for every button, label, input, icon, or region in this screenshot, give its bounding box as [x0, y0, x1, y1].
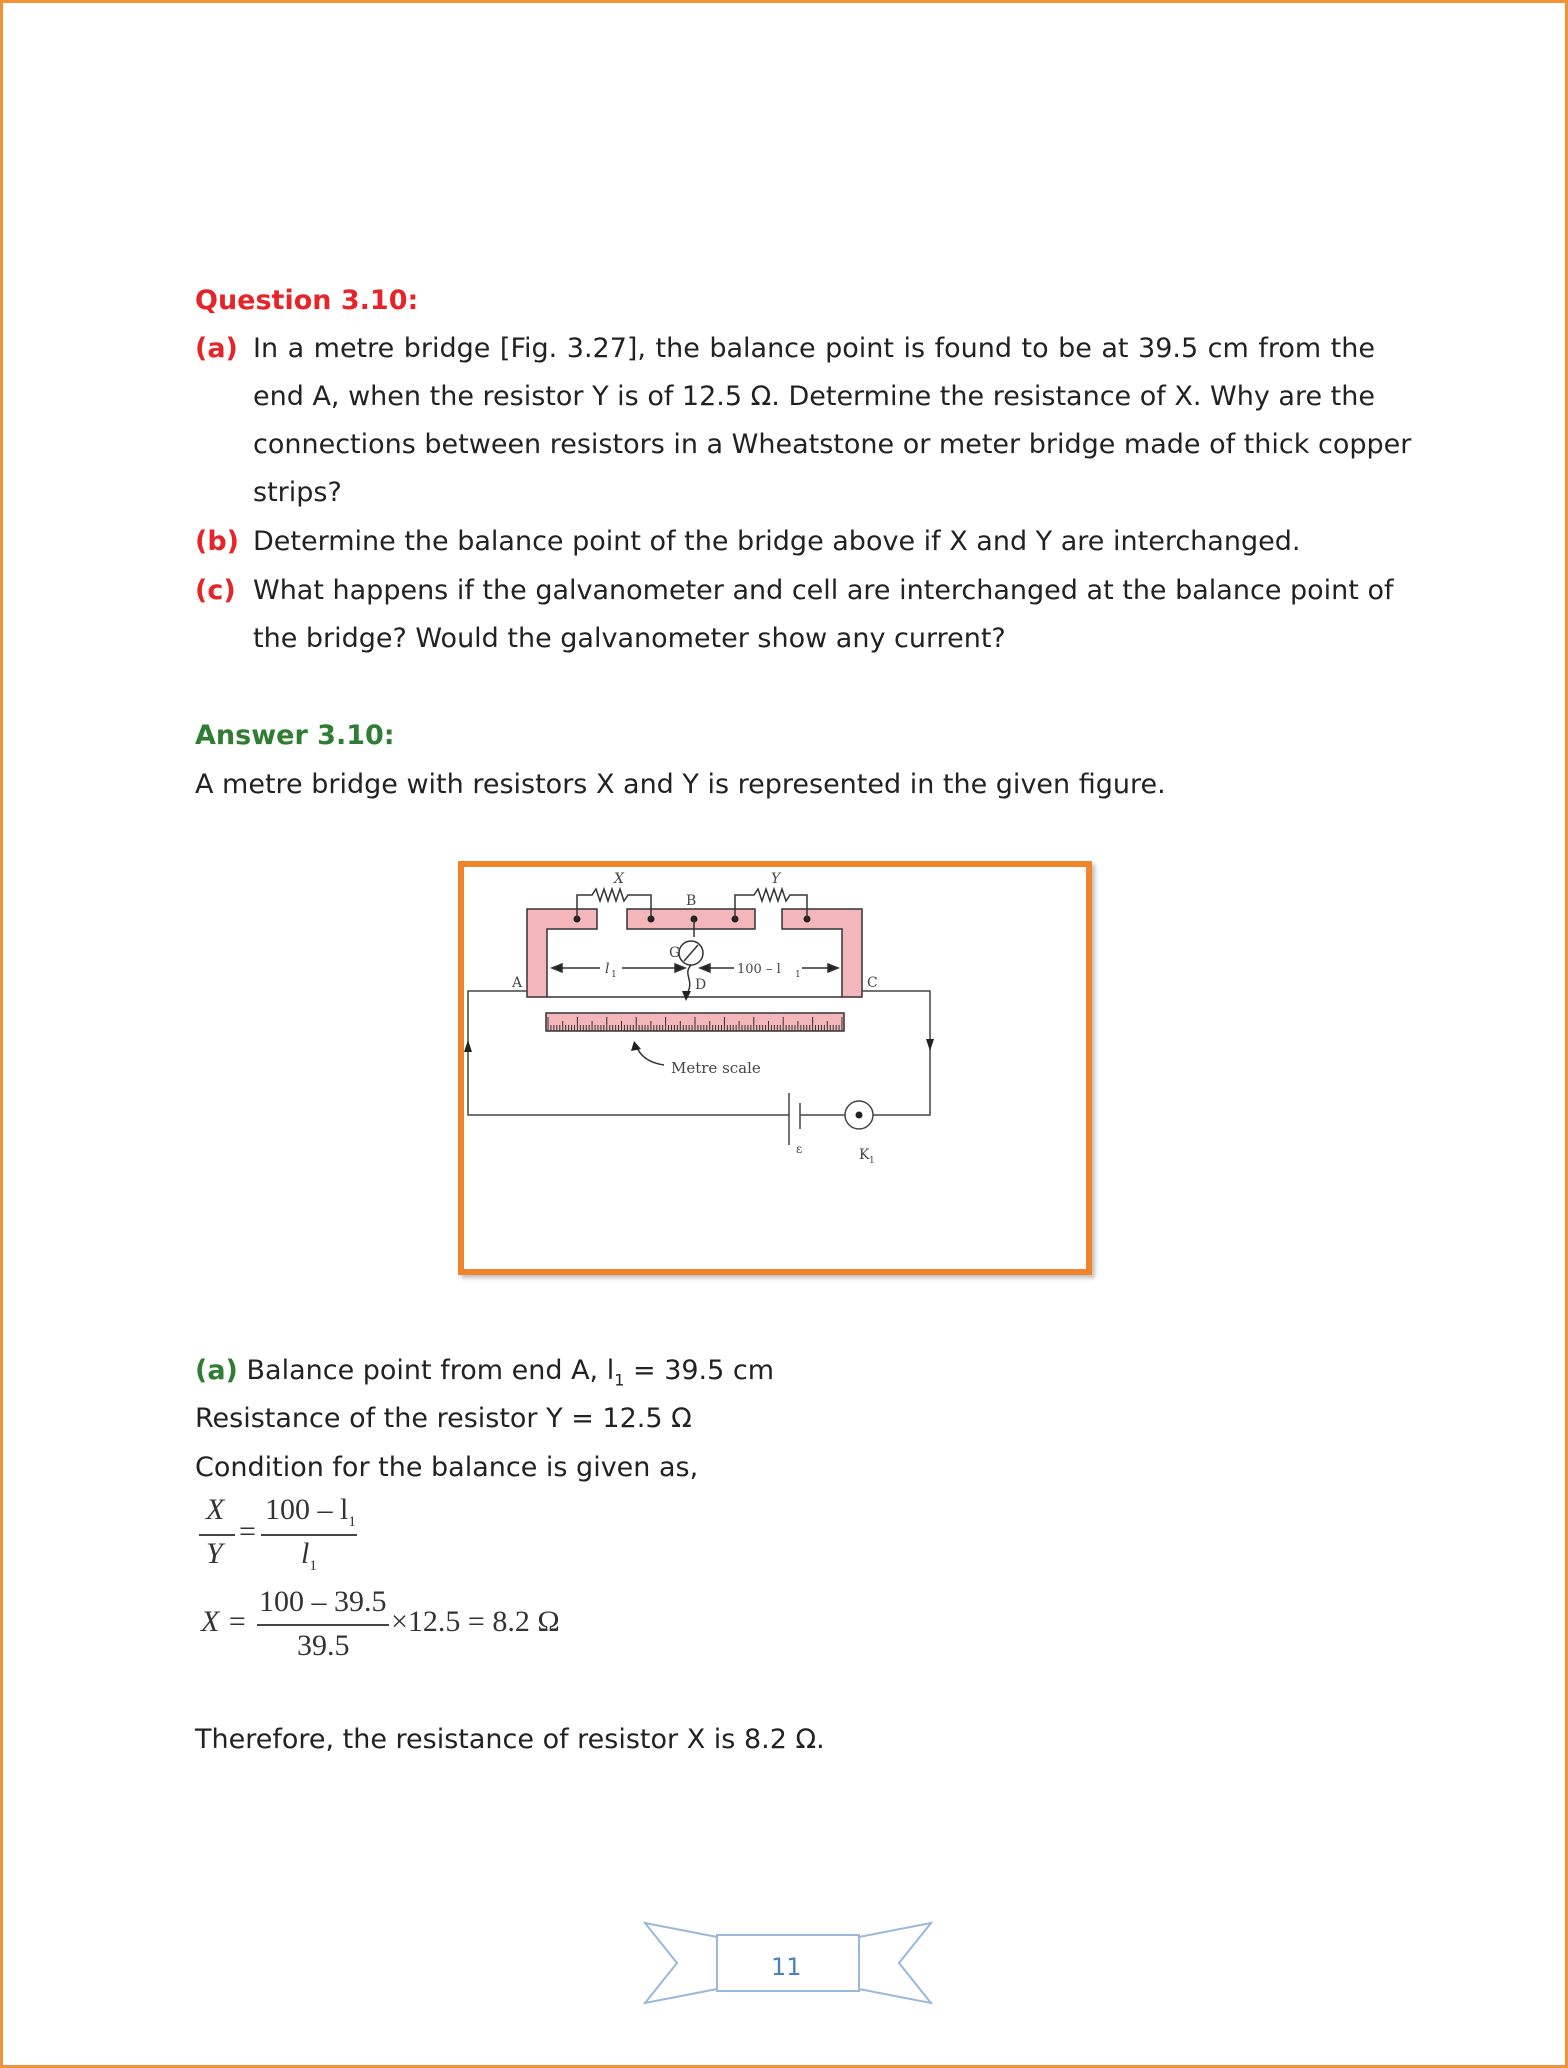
- label-a: A: [512, 975, 523, 991]
- label-c: C: [867, 975, 878, 991]
- left-copper-strip: [527, 909, 597, 997]
- answer-intro: A metre bridge with resistors X and Y is represented in the given figure.: [195, 769, 1166, 800]
- label-metre-scale: Metre scale: [671, 1059, 761, 1077]
- circuit-arrow-right: [926, 1039, 934, 1051]
- metre-bridge-figure: [458, 861, 1092, 1275]
- terminals: [574, 916, 811, 923]
- question-part-c-label: (c): [195, 575, 236, 606]
- circuit-arrow-left: [464, 1040, 472, 1052]
- eq2-fraction-bar: [257, 1624, 389, 1626]
- eq2-denominator: 39.5: [297, 1629, 350, 1662]
- eq1-rhs-numerator-text: 100 – l: [265, 1493, 349, 1526]
- question-part-b-line-1: Determine the balance point of the bridge above if X and Y are interchanged.: [253, 526, 1301, 557]
- label-l1-sub: 1: [611, 970, 617, 980]
- label-key: K: [859, 1147, 870, 1163]
- ribbon-left-tail: [645, 1923, 717, 2003]
- eq2-lhs: X =: [201, 1605, 248, 1638]
- label-x: X: [614, 871, 624, 887]
- eq1-equals: =: [239, 1515, 256, 1548]
- jockey-arrow: [682, 991, 691, 1001]
- answer-part-a-line-1-tail: = 39.5 cm: [624, 1355, 775, 1386]
- answer-conclusion: Therefore, the resistance of resistor X is 8.2 Ω.: [195, 1724, 825, 1755]
- eq2-tail: ×12.5 = 8.2 Ω: [391, 1605, 560, 1638]
- answer-part-a-line-3: Condition for the balance is given as,: [195, 1452, 699, 1483]
- answer-part-a-l1-sub: 1: [614, 1370, 625, 1390]
- question-part-a-label: (a): [195, 333, 238, 364]
- label-y: Y: [771, 871, 781, 887]
- label-span-right: 100 – l: [737, 962, 781, 977]
- scale-pointer: [636, 1045, 664, 1065]
- eq1-lhs-numerator: X: [206, 1493, 225, 1526]
- label-d: D: [695, 977, 707, 993]
- label-key-sub: 1: [869, 1156, 875, 1166]
- answer-part-a-line-2: Resistance of the resistor Y = 12.5 Ω: [195, 1403, 692, 1434]
- eq1-rhs-numerator-sub: 1: [348, 1514, 356, 1530]
- metre-bridge-diagram: [464, 867, 1086, 1269]
- eq1-rhs-denominator-sub: 1: [309, 1558, 317, 1574]
- page-number: 11: [771, 1953, 802, 1981]
- metre-scale: [546, 1013, 844, 1031]
- question-part-c-line-1: What happens if the galvanometer and cell are interchanged at the balance point of: [253, 575, 1394, 606]
- label-span-right-sub: 1: [795, 970, 801, 980]
- label-cell: ε: [796, 1142, 803, 1156]
- question-part-a-line-2: end A, when the resistor Y is of 12.5 Ω. Determine the resistance of X. Why are the: [253, 381, 1375, 412]
- eq1-rhs-fraction-bar: [261, 1534, 357, 1536]
- eq1-rhs-numerator: [265, 1493, 356, 1531]
- label-l1: l: [605, 961, 610, 977]
- question-part-c-line-2: the bridge? Would the galvanometer show any current?: [253, 623, 1006, 654]
- right-copper-strip: [782, 909, 862, 997]
- answer-part-a-label: (a): [195, 1355, 238, 1386]
- answer-heading: Answer 3.10:: [195, 720, 395, 751]
- question-part-a-line-1: In a metre bridge [Fig. 3.27], the balance point is found to be at 39.5 cm from the: [253, 333, 1375, 364]
- question-part-a-line-4: strips?: [253, 477, 342, 508]
- answer-part-a-line-1: [195, 1355, 774, 1389]
- question-part-a-line-3: connections between resistors in a Wheatstone or meter bridge made of thick copper: [253, 429, 1412, 460]
- label-b: B: [686, 893, 697, 909]
- eq1-rhs-denominator-text: l: [301, 1537, 310, 1570]
- eq2-numerator: 100 – 39.5: [259, 1585, 387, 1618]
- key-k1-centre: [856, 1112, 863, 1119]
- label-g: G: [669, 945, 681, 961]
- ribbon-right-tail: [859, 1923, 931, 2003]
- question-part-b-label: (b): [195, 526, 240, 557]
- eq1-lhs-fraction-bar: [199, 1534, 235, 1536]
- answer-part-a-line-1-text: Balance point from end A, l: [246, 1355, 615, 1386]
- eq1-lhs-denominator: Y: [206, 1537, 223, 1570]
- scale-pointer-head: [631, 1041, 641, 1051]
- eq1-rhs-denominator: [301, 1537, 317, 1575]
- question-heading: Question 3.10:: [195, 285, 419, 316]
